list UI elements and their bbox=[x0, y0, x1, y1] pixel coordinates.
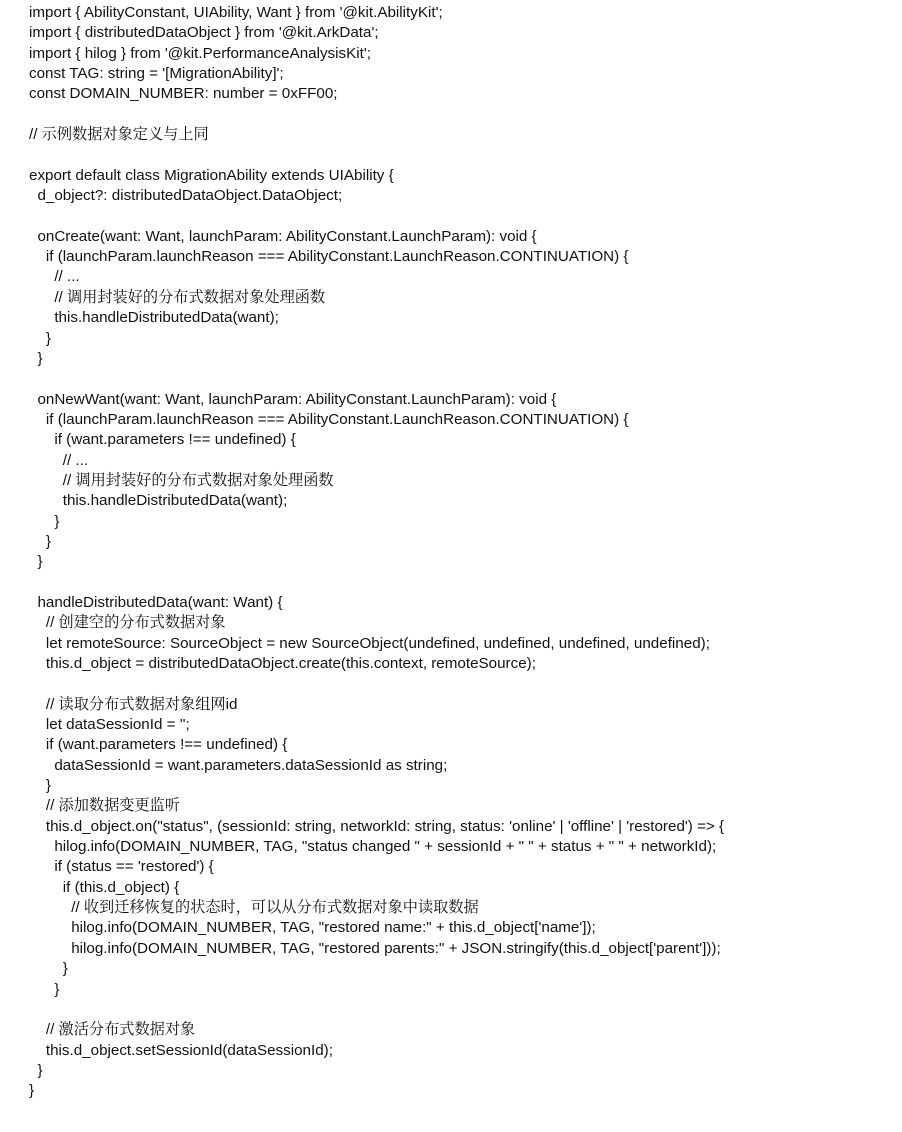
code-line: if (status == 'restored') { bbox=[29, 858, 214, 876]
code-line: const DOMAIN_NUMBER: number = 0xFF00; bbox=[29, 85, 338, 103]
code-line: dataSessionId = want.parameters.dataSessionId as string; bbox=[29, 756, 448, 774]
code-comment-line: // 调用封装好的分布式数据对象处理函数 bbox=[29, 471, 334, 489]
code-line: import { hilog } from '@kit.PerformanceAnalysisKit'; bbox=[29, 44, 371, 62]
code-comment-line: // 激活分布式数据对象 bbox=[29, 1021, 196, 1039]
blank-line bbox=[29, 105, 902, 125]
code-line: import { distributedDataObject } from '@kit.ArkData'; bbox=[29, 24, 379, 42]
code-line: this.handleDistributedData(want); bbox=[29, 309, 279, 327]
code-comment-line: // 收到迁移恢复的状态时，可以从分布式数据对象中读取数据 bbox=[29, 899, 479, 917]
code-line: const TAG: string = '[MigrationAbility]'; bbox=[29, 65, 284, 83]
code-line: export default class MigrationAbility extends UIAbility { bbox=[29, 166, 394, 184]
code-line: let dataSessionId = ''; bbox=[29, 716, 190, 734]
code-line: this.d_object = distributedDataObject.create(this.context, remoteSource); bbox=[29, 655, 536, 672]
code-line: if (launchParam.launchReason === AbilityConstant.LaunchReason.CONTINUATION) { bbox=[29, 248, 629, 266]
code-line: } bbox=[29, 532, 51, 550]
code-line: d_object?: distributedDataObject.DataObject; bbox=[29, 187, 343, 205]
code-comment-line: // ... bbox=[29, 268, 80, 286]
code-line: hilog.info(DOMAIN_NUMBER, TAG, "restored parents:" + JSON.stringify(this.d_object['parent'])); bbox=[29, 939, 721, 957]
code-line: handleDistributedData(want: Want) { bbox=[29, 593, 283, 611]
code-line: hilog.info(DOMAIN_NUMBER, TAG, "status changed " + sessionId + " " + status + " " + networkId); bbox=[29, 838, 717, 856]
code-line: import { AbilityConstant, UIAbility, Want } from '@kit.AbilityKit'; bbox=[29, 4, 443, 21]
code-line: this.d_object.on("status", (sessionId: string, networkId: string, status: 'online' | 'offline' | 'restored') => { bbox=[29, 817, 725, 835]
code-line: if (want.parameters !== undefined) { bbox=[29, 431, 296, 449]
code-comment-line: // 示例数据对象定义与上同 bbox=[29, 126, 209, 144]
code-comment-line: // 添加数据变更监听 bbox=[29, 797, 181, 815]
code-line: } bbox=[29, 980, 60, 998]
code-comment-line: // ... bbox=[29, 451, 89, 469]
code-line: } bbox=[29, 1061, 43, 1079]
code-line: } bbox=[29, 553, 43, 571]
blank-line bbox=[29, 206, 902, 226]
code-line: let remoteSource: SourceObject = new SourceObject(undefined, undefined, undefined, undefined); bbox=[29, 634, 710, 652]
code-line: if (want.parameters !== undefined) { bbox=[29, 736, 288, 754]
code-block bbox=[0, 3, 902, 1102]
code-line: this.handleDistributedData(want); bbox=[29, 492, 288, 510]
code-line: } bbox=[29, 777, 51, 795]
code-comment-line: // 调用封装好的分布式数据对象处理函数 bbox=[29, 288, 326, 306]
code-line: } bbox=[29, 1082, 35, 1100]
blank-line bbox=[29, 674, 902, 694]
code-line: } bbox=[29, 349, 43, 367]
code-line: hilog.info(DOMAIN_NUMBER, TAG, "restored name:" + this.d_object['name']); bbox=[29, 919, 596, 937]
code-line: onNewWant(want: Want, launchParam: AbilityConstant.LaunchParam): void { bbox=[29, 390, 557, 408]
code-comment-line: // 读取分布式数据对象组网id bbox=[29, 695, 238, 713]
blank-line bbox=[29, 1000, 902, 1020]
code-line: } bbox=[29, 960, 68, 978]
blank-line bbox=[29, 369, 902, 389]
code-comment-line: // 创建空的分布式数据对象 bbox=[29, 614, 226, 632]
code-line: } bbox=[29, 512, 60, 530]
blank-line bbox=[29, 573, 902, 593]
code-line: if (launchParam.launchReason === AbilityConstant.LaunchReason.CONTINUATION) { bbox=[29, 410, 629, 428]
code-line: if (this.d_object) { bbox=[29, 878, 180, 896]
code-line: } bbox=[29, 329, 51, 347]
blank-line bbox=[29, 145, 902, 165]
code-line: onCreate(want: Want, launchParam: AbilityConstant.LaunchParam): void { bbox=[29, 227, 537, 245]
code-line: this.d_object.setSessionId(dataSessionId); bbox=[29, 1041, 333, 1059]
